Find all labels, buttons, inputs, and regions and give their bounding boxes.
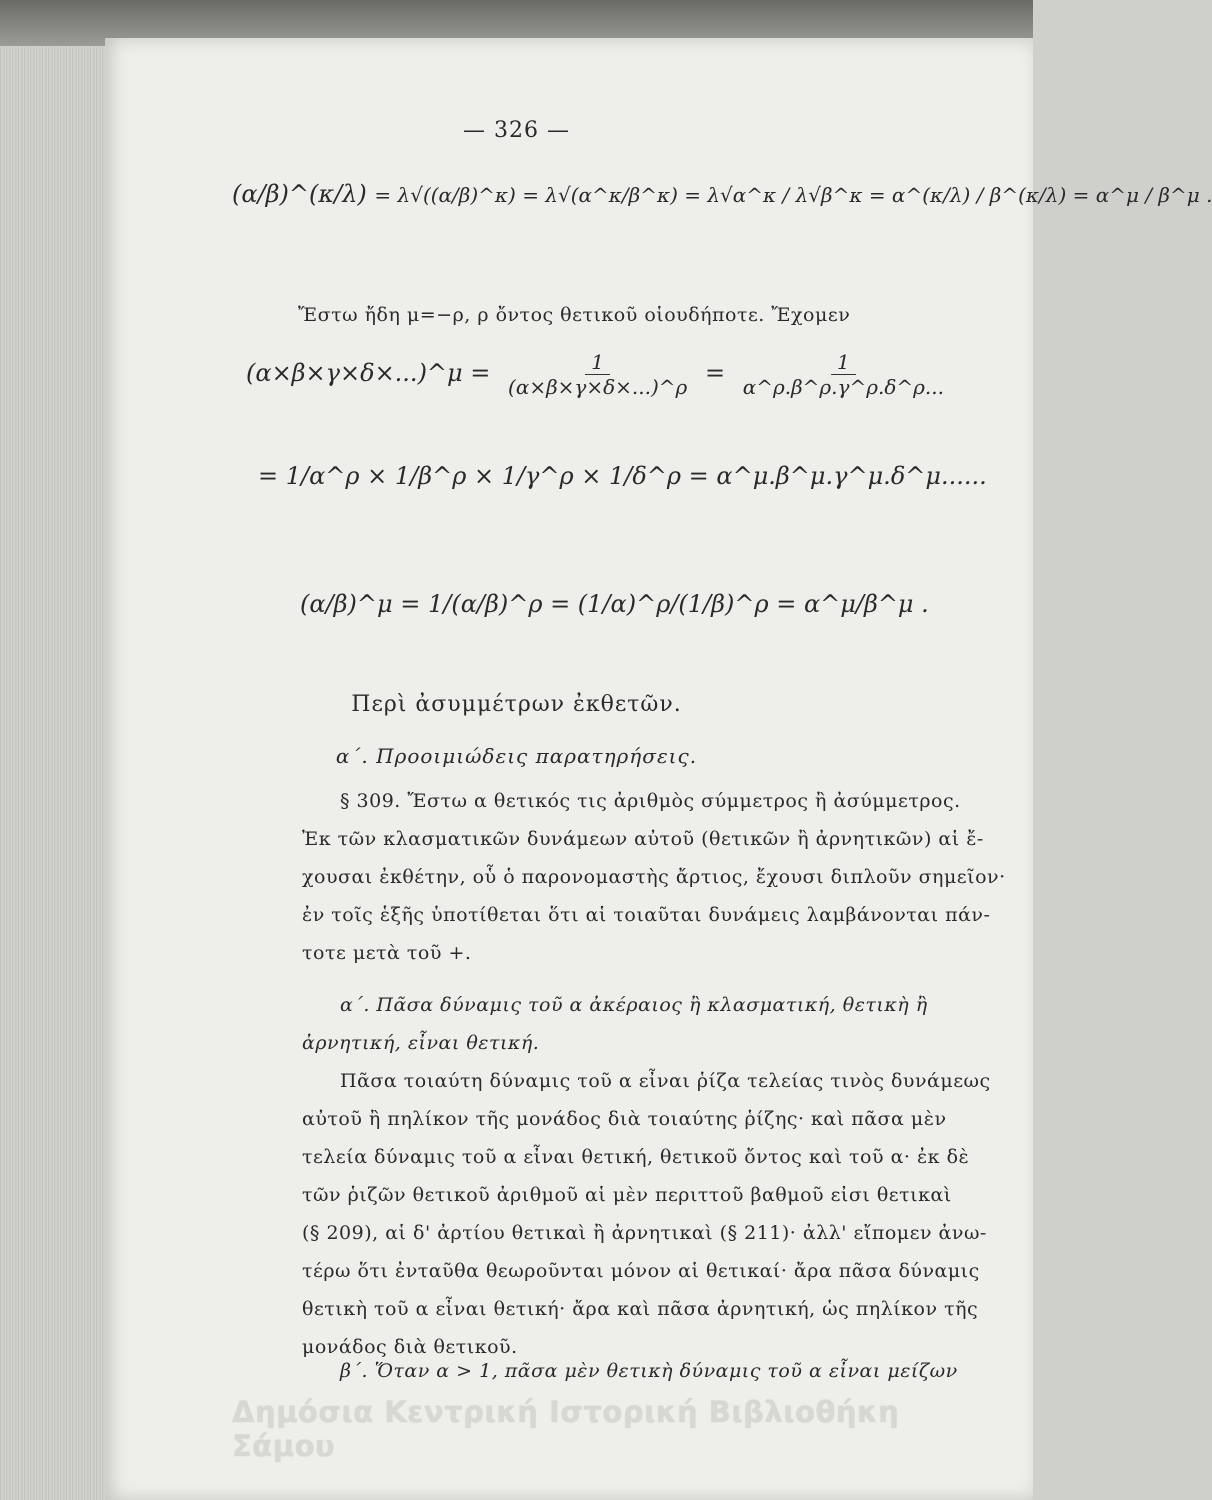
equation-1-rhs: = λ√((α/β)^κ) = λ√(α^κ/β^κ) = λ√α^κ / λ√β^κ = α^(κ/λ) / β^(κ/λ) = α^μ / β^μ . — [374, 183, 1212, 207]
fraction-numerator: 1 — [831, 350, 856, 375]
equation-1 — [232, 180, 1212, 208]
paragraph-2-line-2: ἀρνητική, εἶναι θετική. — [302, 1032, 540, 1054]
equation-2-fraction-2 — [737, 350, 950, 399]
paragraph-1-line-1: § 309. Ἔστω α θετικός τις ἀριθμὸς σύμμετρος ἢ ἀσύμμετρος. — [340, 790, 961, 812]
library-watermark: Δημόσια Κεντρική Ιστορική Βιβλιοθήκη Σάμου — [232, 1395, 900, 1463]
text-line-1: Ἔστω ἤδη μ=−ρ, ρ ὄντος θετικοῦ οἱουδήποτε. Ἔχομεν — [298, 304, 851, 326]
paragraph-3-line-3: τελεία δύναμις τοῦ α εἶναι θετική, θετικοῦ ὄντος καὶ τοῦ α· ἐκ δὲ — [302, 1146, 970, 1168]
equals-sign: = — [704, 359, 726, 387]
fraction-numerator: 1 — [585, 350, 610, 375]
paragraph-1-line-4: ἐν τοῖς ἑξῆς ὑποτίθεται ὅτι αἱ τοιαῦται δυνάμεις λαμβάνονται πάν- — [302, 904, 991, 926]
paragraph-4-line-1: β΄. Ὅταν α > 1, πᾶσα μὲν θετικὴ δύναμις τοῦ α εἶναι μείζων — [340, 1360, 958, 1382]
equation-2-fraction-1 — [502, 350, 693, 399]
paragraph-3-line-8: μονάδος διὰ θετικοῦ. — [302, 1336, 518, 1358]
paragraph-3-line-4: τῶν ῥιζῶν θετικοῦ ἀριθμοῦ αἱ μὲν περιττοῦ βαθμοῦ εἰσι θετικαὶ — [302, 1184, 952, 1206]
equation-1-lhs: (α/β)^(κ/λ) — [232, 180, 367, 208]
equation-2-lhs: (α×β×γ×δ×...)^μ = — [246, 359, 491, 387]
paragraph-3-line-6: τέρω ὅτι ἐνταῦθα θεωροῦνται μόνον αἱ θετικαί· ἄρα πᾶσα δύναμις — [302, 1260, 980, 1282]
paragraph-1-line-3: χουσαι ἐκθέτην, οὗ ὁ παρονομαστὴς ἄρτιος, ἔχουσι διπλοῦν σημεῖον· — [302, 866, 1006, 888]
equation-3: = 1/α^ρ × 1/β^ρ × 1/γ^ρ × 1/δ^ρ = α^μ.β^μ.γ^μ.δ^μ...... — [258, 462, 987, 490]
paragraph-3-line-1: Πᾶσα τοιαύτη δύναμις τοῦ α εἶναι ῥίζα τελείας τινὸς δυνάμεως — [340, 1070, 991, 1092]
paragraph-3-line-7: θετικὴ τοῦ α εἶναι θετική· ἄρα καὶ πᾶσα ἀρνητική, ὡς πηλίκον τῆς — [302, 1298, 979, 1320]
fraction-denominator: α^ρ.β^ρ.γ^ρ.δ^ρ... — [742, 375, 944, 399]
fraction-denominator: (α×β×γ×δ×...)^ρ — [508, 375, 688, 399]
section-heading: Περὶ ἀσυμμέτρων ἐκθετῶν. — [351, 692, 682, 717]
paragraph-1-line-2: Ἐκ τῶν κλασματικῶν δυνάμεων αὐτοῦ (θετικῶν ἢ ἀρνητικῶν) αἱ ἔ- — [302, 828, 984, 850]
paragraph-1-line-5: τοτε μετὰ τοῦ +. — [302, 942, 472, 964]
paragraph-3-line-2: αὐτοῦ ἢ πηλίκον τῆς μονάδος διὰ τοιαύτης ῥίζης· καὶ πᾶσα μὲν — [302, 1108, 947, 1130]
paragraph-3-line-5: (§ 209), αἱ δ' ἀρτίου θετικαὶ ἢ ἀρνητικαὶ (§ 211)· ἀλλ' εἴπομεν ἀνω- — [302, 1222, 987, 1244]
equation-2 — [246, 350, 954, 399]
page-number: — 326 — — [463, 118, 570, 143]
section-subheading: α΄. Προοιμιώδεις παρατηρήσεις. — [335, 744, 698, 768]
equation-4: (α/β)^μ = 1/(α/β)^ρ = (1/α)^ρ/(1/β)^ρ = α^μ/β^μ . — [300, 590, 929, 618]
paragraph-2-line-1: α΄. Πᾶσα δύναμις τοῦ α ἀκέραιος ἢ κλασματική, θετικὴ ἢ — [340, 994, 928, 1016]
